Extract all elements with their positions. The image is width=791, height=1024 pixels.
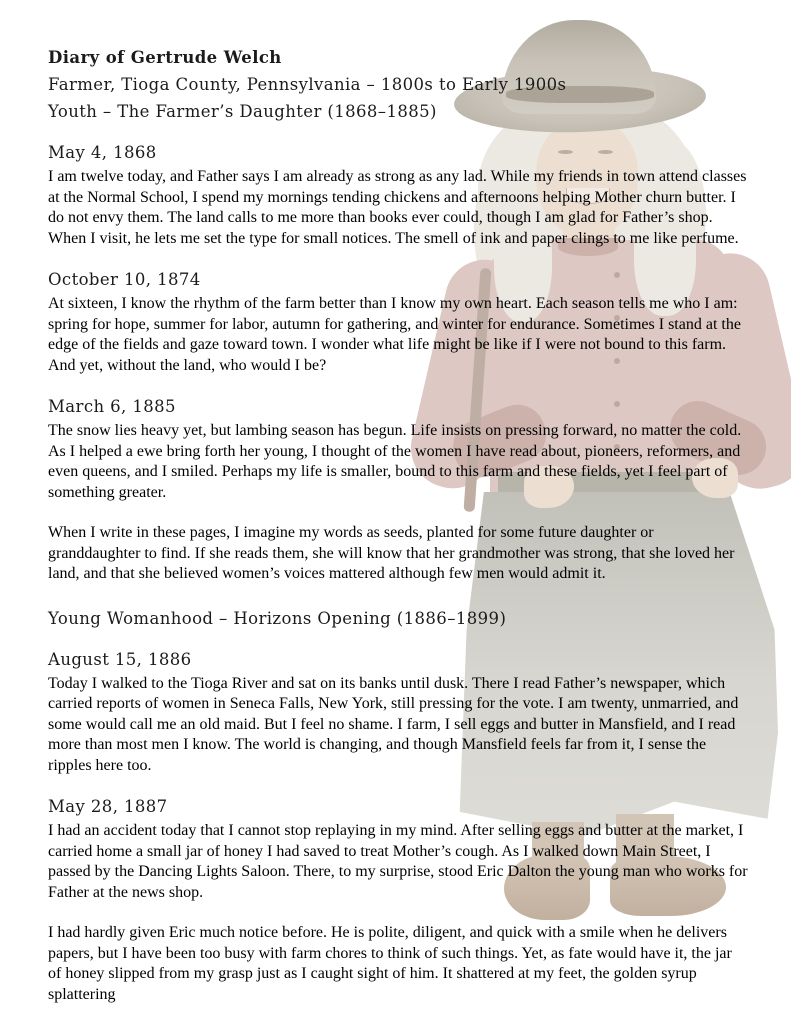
diary-paragraph: When I write in these pages, I imagine my words as seeds, planted for some future daughter or granddaughter to find. If she reads them, she will know that her grandmother was strong, that she loved her land, and that she believed women’s voices mattered although few men would admit it. (48, 524, 735, 582)
page-subtitle: Farmer, Tioga County, Pennsylvania – 1800s to Early 1900s (48, 75, 567, 94)
entry-date: August 15, 1886 (48, 649, 192, 669)
diary-paragraph: I had hardly given Eric much notice before. He is polite, diligent, and quick with a smile when he delivers papers, but I have been too busy with farm chores to think of such things. Yet, as fate would have it, the jar of honey slipped from my grasp just as I caught sight of him. It shattered at my feet, the golden syrup splattering (48, 924, 732, 1003)
diary-entry (48, 142, 748, 249)
section-heading: Youth – The Farmer’s Daughter (1868–1885) (48, 102, 437, 121)
diary-entry (48, 269, 748, 376)
diary-entry (48, 396, 748, 585)
section-young-womanhood (48, 605, 748, 1006)
diary-paragraph: The snow lies heavy yet, but lambing season has begun. Life insists on pressing forward, no matter the cold. As I helped a ewe bring forth her young, I thought of the women I have read about, pioneers, reformers, and even queens, and I smiled. Perhaps my life is smaller, bound to this farm and these fields, yet I feel part of something greater. (48, 422, 742, 501)
diary-entry (48, 649, 748, 777)
diary-content (48, 44, 748, 1024)
diary-paragraph: I had an accident today that I cannot stop replaying in my mind. After selling eggs and butter at the market, I carried home a small jar of honey I had saved to treat Mother’s cough. As I walked down Main Street, I passed by the Dancing Lights Saloon. There, to my surprise, stood Eric Dalton the young man who works for Father at the news shop. (48, 822, 748, 901)
entry-date: October 10, 1874 (48, 270, 201, 289)
section-heading: Young Womanhood – Horizons Opening (1886–1899) (48, 608, 507, 628)
section-youth (48, 98, 748, 585)
diary-paragraph: At sixteen, I know the rhythm of the farm better than I know my own heart. Each season tells me who I am: spring for hope, summer for labor, autumn for gathering, and winter for endurance. Sometimes I stand at the edge of the fields and gaze toward town. I wonder what life might be like if I were not bound to this farm. And yet, without the land, who would I be? (48, 295, 741, 374)
diary-paragraph: I am twelve today, and Father says I am already as strong as any lad. While my friends in town attend classes at the Normal School, I spend my mornings tending chickens and afternoons helping Mother churn butter. I do not envy them. The land calls to me more than books ever could, though I am glad for Father’s shop. When I visit, he lets me set the type for small notices. The smell of ink and paper clings to me like perfume. (48, 168, 747, 247)
diary-entry (48, 796, 748, 1005)
entry-date: May 4, 1868 (48, 143, 157, 162)
entry-date: May 28, 1887 (48, 797, 168, 816)
page-title: Diary of Gertrude Welch (48, 48, 282, 67)
diary-paragraph: Today I walked to the Tioga River and sat on its banks until dusk. There I read Father’s newspaper, which carried reports of women in Seneca Falls, New York, still pressing for the vote. I am twenty, unmarried, and some would call me an old maid. But I feel no shame. I farm, I sell eggs and butter in Mansfield, and I read more than most men I know. The world is changing, and though Mansfield feels far from it, I sense the ripples here too. (48, 674, 739, 774)
entry-date: March 6, 1885 (48, 397, 176, 416)
